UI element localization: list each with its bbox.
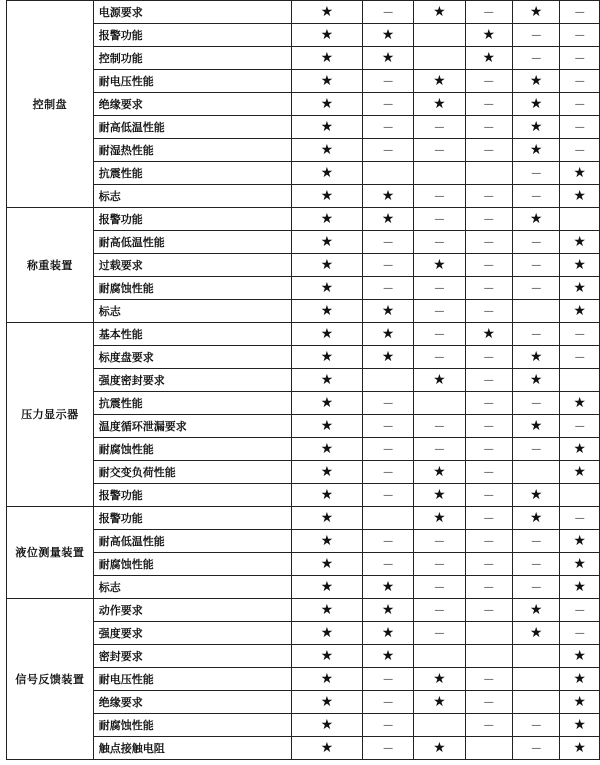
dash-mark: — xyxy=(414,139,465,162)
star-mark: ★ xyxy=(512,507,559,530)
dash-mark: — xyxy=(512,392,559,415)
dash-mark: — xyxy=(512,323,559,346)
star-mark: ★ xyxy=(560,530,600,553)
dash-mark: — xyxy=(512,162,559,185)
dash-mark: — xyxy=(465,70,512,93)
requirement-item: 电源要求 xyxy=(93,1,291,24)
star-mark: ★ xyxy=(291,461,362,484)
star-mark: ★ xyxy=(362,346,413,369)
table-row xyxy=(7,346,600,369)
star-mark: ★ xyxy=(560,714,600,737)
star-mark: ★ xyxy=(291,668,362,691)
star-mark: ★ xyxy=(291,553,362,576)
star-mark: ★ xyxy=(414,691,465,714)
table-row xyxy=(7,185,600,208)
star-mark: ★ xyxy=(560,553,600,576)
empty-cell xyxy=(362,162,413,185)
requirement-item: 耐腐蚀性能 xyxy=(93,438,291,461)
requirements-table xyxy=(6,0,600,760)
star-mark: ★ xyxy=(560,576,600,599)
dash-mark: — xyxy=(465,438,512,461)
empty-cell xyxy=(512,668,559,691)
star-mark: ★ xyxy=(291,599,362,622)
dash-mark: — xyxy=(560,1,600,24)
dash-mark: — xyxy=(465,254,512,277)
star-mark: ★ xyxy=(291,392,362,415)
dash-mark: — xyxy=(465,553,512,576)
dash-mark: — xyxy=(414,300,465,323)
dash-mark: — xyxy=(362,530,413,553)
dash-mark: — xyxy=(465,185,512,208)
star-mark: ★ xyxy=(291,300,362,323)
requirement-item: 标志 xyxy=(93,576,291,599)
dash-mark: — xyxy=(560,70,600,93)
dash-mark: — xyxy=(362,415,413,438)
dash-mark: — xyxy=(465,369,512,392)
dash-mark: — xyxy=(560,507,600,530)
star-mark: ★ xyxy=(465,47,512,70)
star-mark: ★ xyxy=(414,461,465,484)
star-mark: ★ xyxy=(512,599,559,622)
dash-mark: — xyxy=(560,139,600,162)
dash-mark: — xyxy=(465,139,512,162)
table-row xyxy=(7,438,600,461)
star-mark: ★ xyxy=(291,714,362,737)
dash-mark: — xyxy=(560,323,600,346)
dash-mark: — xyxy=(560,415,600,438)
dash-mark: — xyxy=(362,461,413,484)
star-mark: ★ xyxy=(560,461,600,484)
star-mark: ★ xyxy=(362,185,413,208)
star-mark: ★ xyxy=(291,691,362,714)
requirement-item: 耐湿热性能 xyxy=(93,139,291,162)
dash-mark: — xyxy=(512,438,559,461)
dash-mark: — xyxy=(414,530,465,553)
dash-mark: — xyxy=(465,93,512,116)
star-mark: ★ xyxy=(362,645,413,668)
requirement-item: 耐腐蚀性能 xyxy=(93,277,291,300)
table-row xyxy=(7,530,600,553)
star-mark: ★ xyxy=(291,185,362,208)
star-mark: ★ xyxy=(560,162,600,185)
dash-mark: — xyxy=(362,277,413,300)
empty-cell xyxy=(560,484,600,507)
dash-mark: — xyxy=(465,484,512,507)
dash-mark: — xyxy=(414,323,465,346)
requirement-item: 耐高低温性能 xyxy=(93,530,291,553)
star-mark: ★ xyxy=(512,70,559,93)
star-mark: ★ xyxy=(560,645,600,668)
requirement-item: 报警功能 xyxy=(93,484,291,507)
table-row xyxy=(7,461,600,484)
dash-mark: — xyxy=(414,208,465,231)
dash-mark: — xyxy=(362,70,413,93)
star-mark: ★ xyxy=(512,415,559,438)
dash-mark: — xyxy=(560,47,600,70)
table-row xyxy=(7,714,600,737)
table-row xyxy=(7,645,600,668)
star-mark: ★ xyxy=(291,1,362,24)
empty-cell xyxy=(560,369,600,392)
dash-mark: — xyxy=(465,599,512,622)
empty-cell xyxy=(414,714,465,737)
star-mark: ★ xyxy=(465,323,512,346)
table-row xyxy=(7,369,600,392)
dash-mark: — xyxy=(465,576,512,599)
requirement-item: 报警功能 xyxy=(93,208,291,231)
requirement-item: 抗震性能 xyxy=(93,162,291,185)
empty-cell xyxy=(414,162,465,185)
dash-mark: — xyxy=(362,438,413,461)
dash-mark: — xyxy=(512,277,559,300)
empty-cell xyxy=(465,162,512,185)
star-mark: ★ xyxy=(291,208,362,231)
table-row xyxy=(7,737,600,760)
dash-mark: — xyxy=(362,668,413,691)
dash-mark: — xyxy=(512,231,559,254)
requirement-item: 耐电压性能 xyxy=(93,668,291,691)
dash-mark: — xyxy=(362,93,413,116)
star-mark: ★ xyxy=(465,24,512,47)
dash-mark: — xyxy=(414,185,465,208)
requirement-item: 耐腐蚀性能 xyxy=(93,553,291,576)
dash-mark: — xyxy=(560,599,600,622)
dash-mark: — xyxy=(362,737,413,760)
star-mark: ★ xyxy=(512,346,559,369)
star-mark: ★ xyxy=(291,622,362,645)
dash-mark: — xyxy=(512,185,559,208)
dash-mark: — xyxy=(414,622,465,645)
dash-mark: — xyxy=(465,231,512,254)
group-label: 液位测量装置 xyxy=(7,507,94,599)
star-mark: ★ xyxy=(362,622,413,645)
requirement-item: 基本性能 xyxy=(93,323,291,346)
table-row xyxy=(7,208,600,231)
requirement-item: 标志 xyxy=(93,185,291,208)
star-mark: ★ xyxy=(414,507,465,530)
requirement-item: 动作要求 xyxy=(93,599,291,622)
requirement-item: 标度盘要求 xyxy=(93,346,291,369)
star-mark: ★ xyxy=(362,24,413,47)
empty-cell xyxy=(465,645,512,668)
requirement-item: 报警功能 xyxy=(93,24,291,47)
requirement-item: 强度要求 xyxy=(93,622,291,645)
empty-cell xyxy=(512,691,559,714)
requirement-item: 密封要求 xyxy=(93,645,291,668)
empty-cell xyxy=(414,645,465,668)
empty-cell xyxy=(465,622,512,645)
dash-mark: — xyxy=(362,714,413,737)
dash-mark: — xyxy=(414,415,465,438)
dash-mark: — xyxy=(465,415,512,438)
table-row xyxy=(7,553,600,576)
dash-mark: — xyxy=(362,553,413,576)
star-mark: ★ xyxy=(560,254,600,277)
table-row xyxy=(7,599,600,622)
dash-mark: — xyxy=(362,691,413,714)
star-mark: ★ xyxy=(291,484,362,507)
star-mark: ★ xyxy=(560,231,600,254)
dash-mark: — xyxy=(362,484,413,507)
dash-mark: — xyxy=(512,553,559,576)
empty-cell xyxy=(362,369,413,392)
empty-cell xyxy=(512,461,559,484)
empty-cell xyxy=(560,208,600,231)
star-mark: ★ xyxy=(291,369,362,392)
star-mark: ★ xyxy=(362,47,413,70)
empty-cell xyxy=(512,645,559,668)
dash-mark: — xyxy=(362,231,413,254)
requirement-item: 绝缘要求 xyxy=(93,691,291,714)
star-mark: ★ xyxy=(291,645,362,668)
table-row xyxy=(7,415,600,438)
requirement-item: 耐高低温性能 xyxy=(93,231,291,254)
dash-mark: — xyxy=(465,116,512,139)
table-row xyxy=(7,116,600,139)
dash-mark: — xyxy=(414,553,465,576)
empty-cell xyxy=(512,300,559,323)
star-mark: ★ xyxy=(560,438,600,461)
empty-cell xyxy=(414,47,465,70)
dash-mark: — xyxy=(414,599,465,622)
dash-mark: — xyxy=(465,691,512,714)
star-mark: ★ xyxy=(291,737,362,760)
dash-mark: — xyxy=(512,530,559,553)
star-mark: ★ xyxy=(291,24,362,47)
table-row xyxy=(7,668,600,691)
star-mark: ★ xyxy=(362,208,413,231)
dash-mark: — xyxy=(414,231,465,254)
star-mark: ★ xyxy=(414,668,465,691)
dash-mark: — xyxy=(512,576,559,599)
star-mark: ★ xyxy=(512,116,559,139)
table-row xyxy=(7,300,600,323)
table-row xyxy=(7,93,600,116)
star-mark: ★ xyxy=(512,622,559,645)
star-mark: ★ xyxy=(291,277,362,300)
star-mark: ★ xyxy=(291,93,362,116)
star-mark: ★ xyxy=(560,300,600,323)
star-mark: ★ xyxy=(291,116,362,139)
dash-mark: — xyxy=(414,438,465,461)
dash-mark: — xyxy=(362,254,413,277)
star-mark: ★ xyxy=(291,254,362,277)
star-mark: ★ xyxy=(414,1,465,24)
star-mark: ★ xyxy=(362,300,413,323)
star-mark: ★ xyxy=(512,484,559,507)
requirement-item: 耐腐蚀性能 xyxy=(93,714,291,737)
table-row xyxy=(7,576,600,599)
requirement-item: 绝缘要求 xyxy=(93,93,291,116)
star-mark: ★ xyxy=(414,369,465,392)
star-mark: ★ xyxy=(291,231,362,254)
dash-mark: — xyxy=(362,392,413,415)
requirement-item: 过载要求 xyxy=(93,254,291,277)
dash-mark: — xyxy=(465,277,512,300)
table-row xyxy=(7,70,600,93)
star-mark: ★ xyxy=(414,737,465,760)
table-row xyxy=(7,47,600,70)
group-label: 控制盘 xyxy=(7,1,94,208)
star-mark: ★ xyxy=(560,737,600,760)
dash-mark: — xyxy=(362,116,413,139)
requirement-item: 报警功能 xyxy=(93,507,291,530)
dash-mark: — xyxy=(465,668,512,691)
dash-mark: — xyxy=(465,208,512,231)
table-row xyxy=(7,691,600,714)
empty-cell xyxy=(362,507,413,530)
requirement-item: 控制功能 xyxy=(93,47,291,70)
table-row xyxy=(7,484,600,507)
dash-mark: — xyxy=(560,24,600,47)
star-mark: ★ xyxy=(560,668,600,691)
star-mark: ★ xyxy=(512,93,559,116)
group-label: 称重装置 xyxy=(7,208,94,323)
star-mark: ★ xyxy=(512,139,559,162)
group-label: 压力显示器 xyxy=(7,323,94,507)
dash-mark: — xyxy=(465,461,512,484)
dash-mark: — xyxy=(362,1,413,24)
requirement-item: 抗震性能 xyxy=(93,392,291,415)
dash-mark: — xyxy=(512,714,559,737)
empty-cell xyxy=(414,392,465,415)
star-mark: ★ xyxy=(291,438,362,461)
requirement-item: 强度密封要求 xyxy=(93,369,291,392)
star-mark: ★ xyxy=(291,415,362,438)
star-mark: ★ xyxy=(512,208,559,231)
star-mark: ★ xyxy=(414,254,465,277)
table-row xyxy=(7,507,600,530)
star-mark: ★ xyxy=(291,530,362,553)
requirement-item: 耐高低温性能 xyxy=(93,116,291,139)
star-mark: ★ xyxy=(560,691,600,714)
dash-mark: — xyxy=(560,116,600,139)
table-row xyxy=(7,24,600,47)
empty-cell xyxy=(465,737,512,760)
star-mark: ★ xyxy=(291,47,362,70)
dash-mark: — xyxy=(560,622,600,645)
star-mark: ★ xyxy=(291,507,362,530)
star-mark: ★ xyxy=(362,576,413,599)
dash-mark: — xyxy=(512,24,559,47)
dash-mark: — xyxy=(512,47,559,70)
table-row xyxy=(7,277,600,300)
requirement-item: 耐电压性能 xyxy=(93,70,291,93)
dash-mark: — xyxy=(465,530,512,553)
requirement-item: 标志 xyxy=(93,300,291,323)
star-mark: ★ xyxy=(291,576,362,599)
star-mark: ★ xyxy=(291,139,362,162)
dash-mark: — xyxy=(414,277,465,300)
dash-mark: — xyxy=(465,1,512,24)
dash-mark: — xyxy=(512,254,559,277)
dash-mark: — xyxy=(465,507,512,530)
table-row xyxy=(7,254,600,277)
dash-mark: — xyxy=(362,139,413,162)
star-mark: ★ xyxy=(414,93,465,116)
star-mark: ★ xyxy=(512,1,559,24)
dash-mark: — xyxy=(560,93,600,116)
requirement-item: 触点接触电阻 xyxy=(93,737,291,760)
star-mark: ★ xyxy=(512,369,559,392)
table-row xyxy=(7,392,600,415)
group-label: 信号反馈装置 xyxy=(7,599,94,760)
requirements-table-body xyxy=(7,1,600,760)
star-mark: ★ xyxy=(291,323,362,346)
star-mark: ★ xyxy=(560,277,600,300)
star-mark: ★ xyxy=(291,70,362,93)
table-row xyxy=(7,231,600,254)
star-mark: ★ xyxy=(414,484,465,507)
dash-mark: — xyxy=(414,576,465,599)
empty-cell xyxy=(414,24,465,47)
dash-mark: — xyxy=(465,346,512,369)
star-mark: ★ xyxy=(291,346,362,369)
star-mark: ★ xyxy=(414,70,465,93)
star-mark: ★ xyxy=(560,185,600,208)
dash-mark: — xyxy=(414,346,465,369)
dash-mark: — xyxy=(465,392,512,415)
star-mark: ★ xyxy=(291,162,362,185)
dash-mark: — xyxy=(465,300,512,323)
table-row xyxy=(7,622,600,645)
star-mark: ★ xyxy=(362,323,413,346)
star-mark: ★ xyxy=(362,599,413,622)
dash-mark: — xyxy=(414,116,465,139)
star-mark: ★ xyxy=(560,392,600,415)
dash-mark: — xyxy=(560,346,600,369)
dash-mark: — xyxy=(512,737,559,760)
table-row xyxy=(7,162,600,185)
table-row xyxy=(7,1,600,24)
dash-mark: — xyxy=(465,714,512,737)
requirement-item: 温度循环泄漏要求 xyxy=(93,415,291,438)
table-row xyxy=(7,323,600,346)
requirement-item: 耐交变负荷性能 xyxy=(93,461,291,484)
table-row xyxy=(7,139,600,162)
